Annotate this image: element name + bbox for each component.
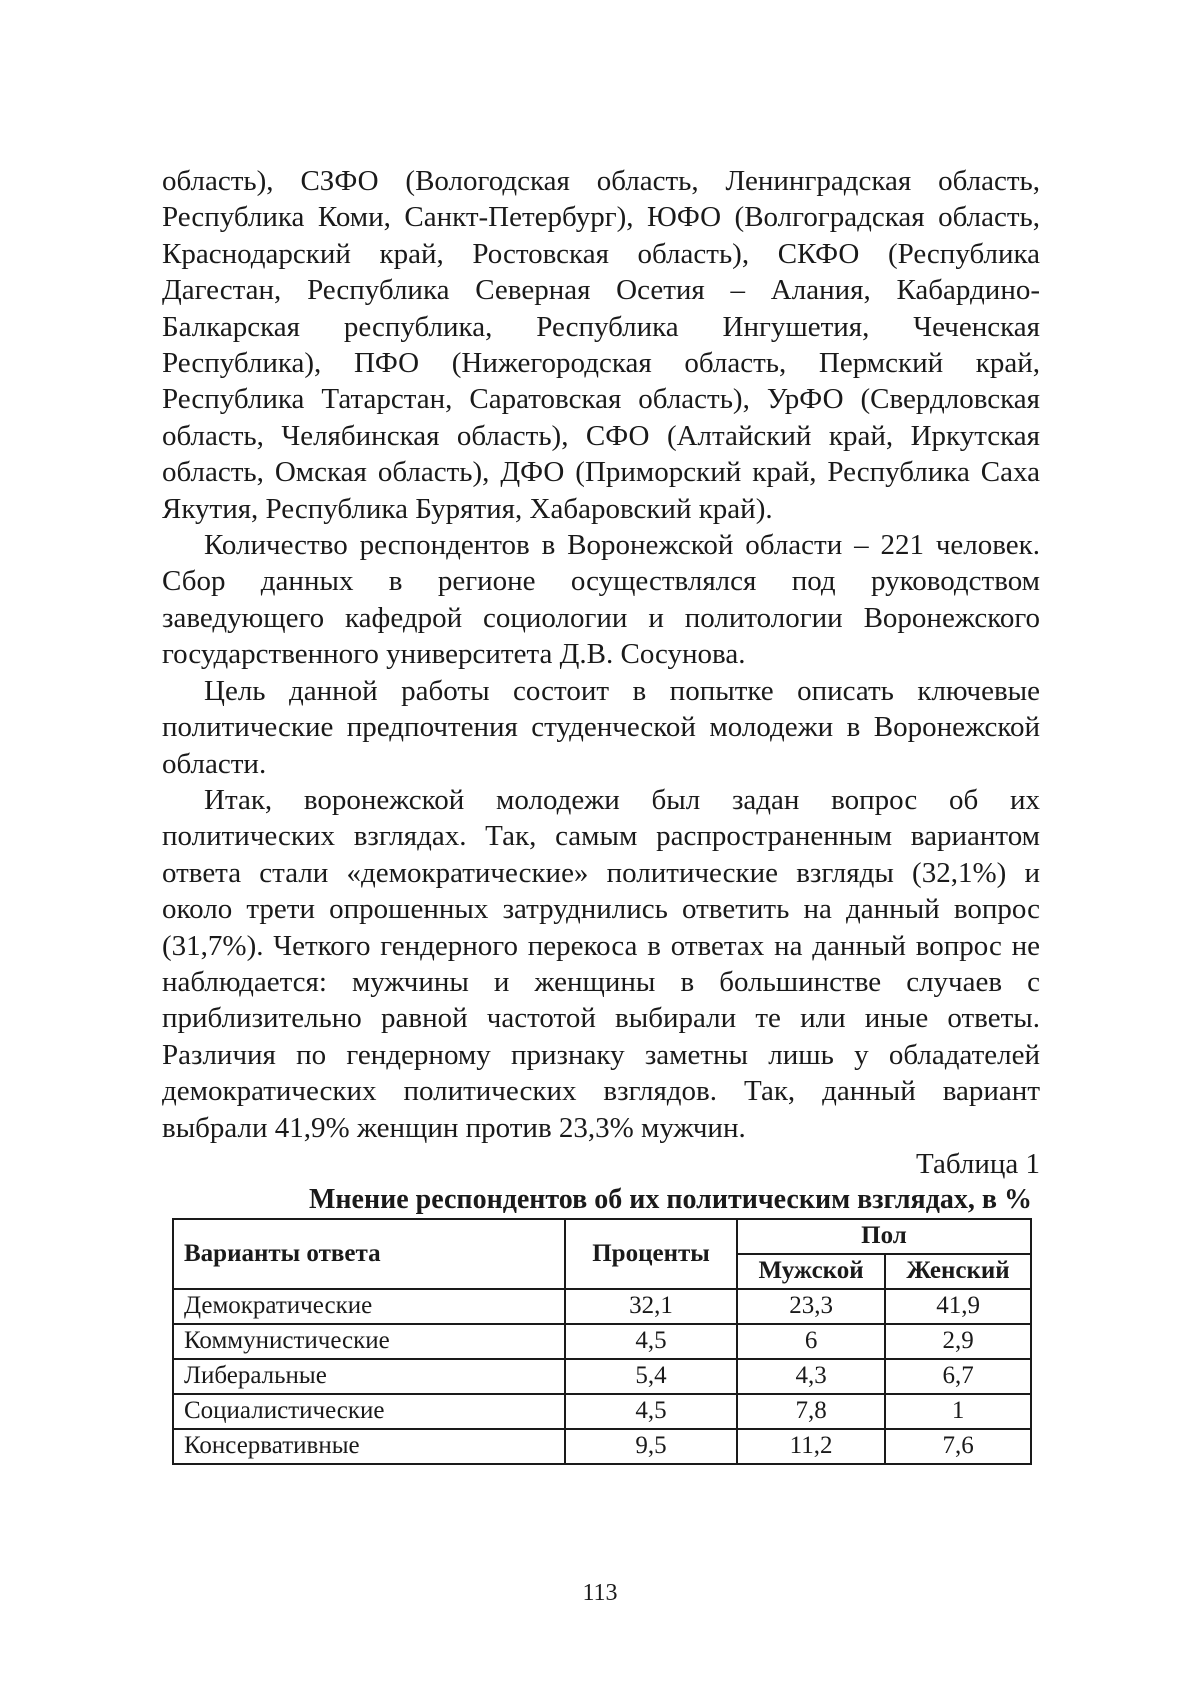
cell-variant: Демократические [173, 1289, 565, 1324]
paragraph-findings: Итак, воронежской молодежи был задан вопрос об их политических взглядах. Так, самым распространенным вариантом ответа стали «демократические» политические взгляды (32,1%) и около трети опрошенных затруднились ответить на данный вопрос (31,7%). Четкого гендерного перекоса в ответах на данный вопрос не наблюдается: мужчины и женщины в большинстве случаев с приблизительно равной частотой выбирали те или иные ответы. Различия по гендерному признаку заметны лишь у обладателей демократических политических взглядов. Так, данный вариант выбрали 41,9% женщин против 23,3% мужчин. [162, 783, 1040, 1144]
header-female: Женский [885, 1254, 1031, 1289]
cell-variant: Коммунистические [173, 1324, 565, 1359]
paragraph-respondents: Количество респондентов в Воронежской области – 221 человек. Сбор данных в регионе осуществлялся под руководством заведующего кафедрой социологии и политологии Воронежского государственного университета Д.В. Сосунова. [162, 529, 1040, 671]
table-row [173, 1394, 1031, 1429]
header-percent: Проценты [565, 1219, 737, 1289]
table-row [173, 1324, 1031, 1359]
cell-variant: Консервативные [173, 1429, 565, 1464]
cell-percent: 9,5 [565, 1429, 737, 1464]
paragraph-goal: Цель данной работы состоит в попытке описать ключевые политические предпочтения студенческой молодежи в Воронежской области. [162, 674, 1040, 780]
cell-percent: 4,5 [565, 1394, 737, 1429]
paragraph-regions: область), СЗФО (Вологодская область, Ленинградская область, Республика Коми, Санкт-Петербург), ЮФО (Волгоградская область, Краснодарский край, Ростовская область), СКФО (Республика Дагестан, Республика Северная Осетия – Алания, Кабардино-Балкарская республика, Республика Ингушетия, Чеченская Республика), ПФО (Нижегородская область, Пермский край, Республика Татарстан, Саратовская область), УрФО (Свердловская область, Челябинская область), СФО (Алтайский край, Иркутская область, Омская область), ДФО (Приморский край, Республика Саха Якутия, Республика Бурятия, Хабаровский край). [162, 165, 1040, 525]
table-row [173, 1359, 1031, 1394]
cell-male: 23,3 [737, 1289, 885, 1324]
cell-female: 7,6 [885, 1429, 1031, 1464]
header-variant: Варианты ответа [173, 1219, 565, 1289]
cell-male: 11,2 [737, 1429, 885, 1464]
table-label: Таблица 1 [915, 1147, 1040, 1180]
header-gender: Пол [737, 1219, 1031, 1254]
cell-female: 41,9 [885, 1289, 1031, 1324]
page-content [162, 163, 1040, 1465]
cell-variant: Социалистические [173, 1394, 565, 1429]
cell-female: 1 [885, 1394, 1031, 1429]
cell-female: 6,7 [885, 1359, 1031, 1394]
political-views-table [172, 1218, 1032, 1465]
page-number: 113 [582, 1580, 618, 1606]
cell-percent: 32,1 [565, 1289, 737, 1324]
cell-percent: 4,5 [565, 1324, 737, 1359]
header-male: Мужской [737, 1254, 885, 1289]
cell-male: 7,8 [737, 1394, 885, 1429]
cell-male: 4,3 [737, 1359, 885, 1394]
cell-variant: Либеральные [173, 1359, 565, 1394]
cell-percent: 5,4 [565, 1359, 737, 1394]
cell-female: 2,9 [885, 1324, 1031, 1359]
table-row [173, 1429, 1031, 1464]
table-row [173, 1289, 1031, 1324]
cell-male: 6 [737, 1324, 885, 1359]
table-title: Мнение респондентов об их политическим взглядах, в % [308, 1183, 1032, 1215]
